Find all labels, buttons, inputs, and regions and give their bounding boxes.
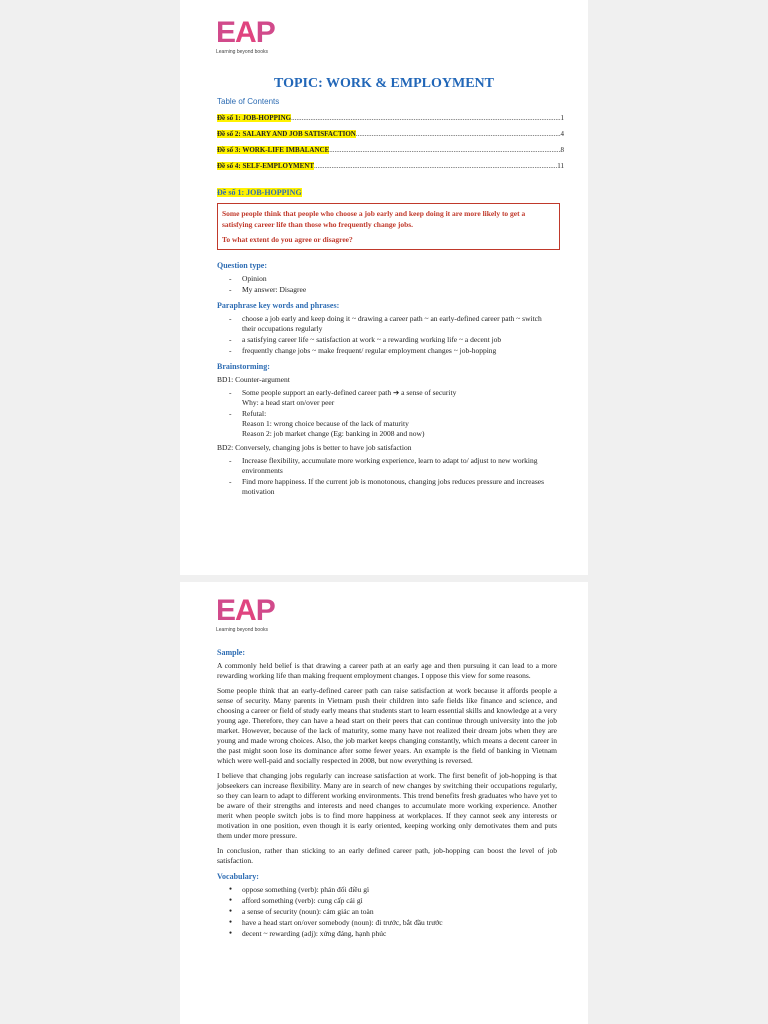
vocabulary-list [217, 885, 557, 939]
vocab-item: ● a sense of security (noun): cảm giác an toàn [217, 907, 557, 917]
list-item: - My answer: Disagree [217, 285, 557, 295]
bd1-subpoint: Reason 2: job market change (Eg: banking in 2008 and now) [242, 429, 425, 438]
eap-logo [216, 596, 275, 633]
logo-mark: EAP [216, 594, 275, 627]
list-item: - choose a job early and keep doing it ~ drawing a career path ~ an early-defined career path ~ switch their occupations regularly [217, 314, 557, 334]
question-prompt: To what extent do you agree or disagree? [222, 235, 353, 244]
toc-page-number: 1 [560, 114, 564, 122]
sample-paragraph: In conclusion, rather than sticking to an early defined career path, job-hopping can boost the level of job satisfaction. [217, 846, 557, 865]
toc-leader [314, 162, 557, 170]
bd2-list [217, 456, 557, 497]
bd1-heading: BD1: Counter-argument [217, 375, 290, 384]
question-box [217, 203, 560, 250]
sample-heading: Sample: [217, 648, 245, 657]
toc-page-number: 4 [560, 130, 564, 138]
list-item: - frequently change jobs ~ make frequent/ regular employment changes ~ job-hopping [217, 346, 557, 356]
question-type-heading: Question type: [217, 261, 267, 270]
question-text: Some people think that people who choose a job early and keep doing it are more likely to get a satisfying career life than those who frequently change jobs. [222, 209, 526, 229]
paraphrase-heading: Paraphrase key words and phrases: [217, 301, 340, 310]
sample-paragraph: I believe that changing jobs regularly can increase satisfaction at work. The first benefit of job-hopping is that jobseekers can increase flexibility. Many are in search of new changes by switching their occupations regularly, so they can learn to adapt to different working environments. This trend benefits fresh graduates who have yet to be aware of their strengths and interests and need changes to accumulate more working experience. Another merit when people switch jobs is to find more happiness at workplaces. If they cannot seek any interests or motivation in one position, even though it is early oriented, keeping working only demotivates them and puts them under more pressure. [217, 771, 557, 840]
toc-leader [329, 146, 560, 154]
bd1-subpoint: Why: a head start on/over peer [242, 398, 335, 407]
toc-page-number: 11 [557, 162, 564, 170]
logo-tagline: Learning beyond books [216, 627, 268, 633]
toc-item[interactable] [217, 162, 564, 178]
vocab-item: ● have a head start on/over somebody (noun): đi trước, bắt đầu trước [217, 918, 557, 928]
toc-item-label: Đề số 3: WORK-LIFE IMBALANCE [217, 146, 330, 154]
list-item [217, 388, 557, 408]
toc-heading: Table of Contents [217, 97, 280, 106]
list-item: - Find more happiness. If the current job is monotonous, changing jobs reduces pressure and increases motivation [217, 477, 557, 497]
logo-mark: EAP [216, 16, 275, 49]
list-item: - Opinion [217, 274, 557, 284]
paraphrase-list [217, 314, 557, 356]
sample-paragraph: A commonly held belief is that drawing a career path at an early age and then pursuing it can lead to a more rewarding working life than making frequent employment changes. I oppose this view for some reasons. [217, 661, 557, 680]
toc-item-label: Đề số 4: SELF-EMPLOYMENT [217, 162, 315, 170]
question-type-list [217, 274, 557, 295]
toc-item[interactable] [217, 130, 564, 146]
vocab-item: ● oppose something (verb): phản đối điều gì [217, 885, 557, 895]
bd1-subpoint: Reason 1: wrong choice because of the lack of maturity [242, 419, 409, 428]
logo-tagline: Learning beyond books [216, 49, 268, 55]
vocabulary-heading: Vocabulary: [217, 872, 259, 881]
list-item: - Increase flexibility, accumulate more working experience, learn to adapt to/ adjust to new working environments [217, 456, 557, 476]
bd2-heading: BD2: Conversely, changing jobs is better to have job satisfaction [217, 443, 412, 452]
page-2-content [217, 642, 557, 940]
toc-item[interactable] [217, 146, 564, 162]
document-page-1 [180, 0, 588, 575]
section-heading: Đề số 1: JOB-HOPPING [217, 188, 302, 197]
toc-leader [356, 130, 561, 138]
table-of-contents [217, 114, 564, 178]
page-title: TOPIC: WORK & EMPLOYMENT [274, 76, 494, 91]
list-item: - a satisfying career life ~ satisfaction at work ~ a rewarding working life ~ a decent job [217, 335, 557, 345]
eap-logo [216, 18, 275, 55]
bd1-point: Some people support an early-defined career path ➔ a sense of security [242, 388, 457, 397]
bd1-point: Refutal: [242, 409, 267, 418]
document-page-2 [180, 582, 588, 1024]
vocab-item: ● decent ~ rewarding (adj): xứng đáng, hạnh phúc [217, 929, 557, 939]
bd1-list [217, 388, 557, 439]
toc-item-label: Đề số 1: JOB-HOPPING [217, 114, 292, 122]
brainstorming-heading: Brainstorming: [217, 362, 270, 371]
list-item [217, 409, 557, 439]
vocab-item: ● afford something (verb): cung cấp cái gì [217, 896, 557, 906]
toc-item[interactable] [217, 114, 564, 130]
toc-item-label: Đề số 2: SALARY AND JOB SATISFACTION [217, 130, 356, 138]
sample-paragraph: Some people think that an early-defined career path can raise satisfaction at work because it affords people a sense of security. Many parents in Vietnam push their children into safe fields like finance and science, and choosing a career or field of study early means that students start to learn essential skills and knowledge at a very young age. Therefore, they can have a head start on their peers that can continue through university into the job market. However, because of the lack of maturity, some many have not realized their dream jobs when they are young and made wrong choices. Also, the job market keeps changing constantly, which means a decent career in the past might soon lose its dominance after some fewer years. An example is the field of banking in Vietnam which were well-paid and socially respected in 2008, but now everything is reversed. [217, 686, 557, 765]
toc-leader [291, 114, 560, 122]
page-1-content [217, 255, 557, 501]
toc-page-number: 8 [560, 146, 564, 154]
